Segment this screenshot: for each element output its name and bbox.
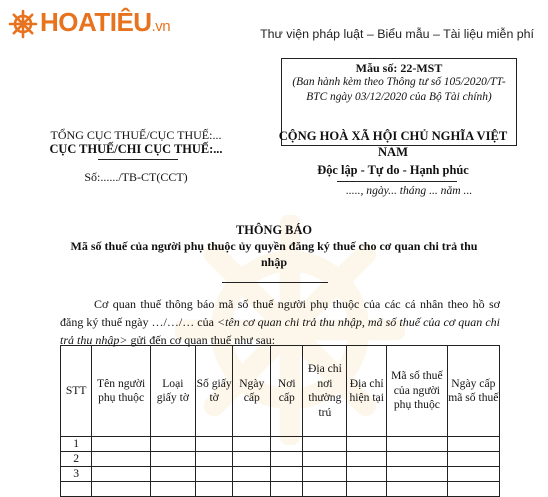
table-cell[interactable] [233, 482, 271, 497]
table-cell[interactable] [303, 482, 347, 497]
table-cell[interactable] [303, 467, 347, 482]
table-cell[interactable] [347, 452, 387, 467]
table-cell[interactable] [195, 467, 233, 482]
col-header-issue-place: Nơi cấp [271, 346, 303, 437]
row-number [61, 482, 92, 497]
table-cell[interactable] [303, 437, 347, 452]
intro-text-2: gửi đến cơ quan thuế như sau: [127, 333, 276, 347]
table-row [61, 467, 500, 482]
ship-wheel-icon [8, 9, 38, 39]
national-title: CỘNG HOÀ XÃ HỘI CHỦ NGHĨA VIỆT NAM [278, 129, 508, 159]
table-cell[interactable] [387, 467, 448, 482]
table-cell[interactable] [92, 452, 151, 467]
document-title-block [60, 223, 488, 270]
col-header-permanent-address: Địa chỉ nơi thường trú [303, 346, 347, 437]
table-cell[interactable] [387, 482, 448, 497]
table-row [61, 482, 500, 497]
table-cell[interactable] [271, 437, 303, 452]
logo-text [40, 6, 170, 43]
logo-main: HOATIÊU [40, 6, 152, 37]
table-cell[interactable] [387, 437, 448, 452]
site-header [0, 0, 548, 56]
national-motto: Độc lập - Tự do - Hạnh phúc [317, 163, 469, 177]
table-cell[interactable] [92, 482, 151, 497]
parent-agency: TỔNG CỤC THUẾ/CỤC THUẾ:... [50, 128, 222, 142]
table-cell[interactable] [447, 437, 499, 452]
motto-underline [337, 181, 457, 182]
table-cell[interactable] [387, 452, 448, 467]
col-header-dependent-name: Tên người phụ thuộc [92, 346, 151, 437]
row-number: 3 [61, 467, 92, 482]
agency-underline [98, 159, 178, 160]
dependents-table [60, 345, 500, 497]
table-cell[interactable] [195, 482, 233, 497]
row-number: 1 [61, 437, 92, 452]
intro-paragraph [60, 295, 500, 349]
form-code: Mẫu số: 22-MST [355, 61, 443, 75]
table-row [61, 452, 500, 467]
table-cell[interactable] [195, 437, 233, 452]
title-underline [222, 282, 328, 283]
col-header-current-address: Địa chỉ hiện tại [347, 346, 387, 437]
logo-suffix: .vn [151, 17, 171, 35]
site-logo[interactable] [8, 8, 170, 40]
intro-text-1: Cơ quan thuế thông báo mã số thuế người phụ thuộc của các cá nhân theo hồ sơ đăng ký thuế ngày …/…/… của [60, 297, 500, 329]
col-header-issue-date: Ngày cấp [233, 346, 271, 437]
table-cell[interactable] [92, 467, 151, 482]
table-row [61, 437, 500, 452]
table-cell[interactable] [233, 467, 271, 482]
table-cell[interactable] [150, 482, 195, 497]
col-header-document-type: Loại giấy tờ [150, 346, 195, 437]
table-cell[interactable] [233, 452, 271, 467]
intro-placeholder: <tên cơ quan chi trả thu nhập, mã số thuế của cơ quan chi trả thu nhập> [60, 315, 500, 347]
site-tagline: Thư viện pháp luật – Biểu mẫu – Tài liệu miễn phí [260, 27, 534, 41]
issuing-agency [0, 128, 272, 157]
issuing-office: CỤC THUẾ/CHI CỤC THUẾ:... [49, 142, 223, 156]
national-header [263, 128, 523, 178]
col-header-tax-code: Mã số thuế của người phụ thuộc [387, 346, 448, 437]
table-cell[interactable] [347, 467, 387, 482]
col-header-stt: STT [61, 346, 92, 437]
table-cell[interactable] [92, 437, 151, 452]
table-cell[interactable] [447, 482, 499, 497]
table-cell[interactable] [347, 482, 387, 497]
table-cell[interactable] [303, 452, 347, 467]
document-number: Số:....../TB-CT(CCT) [84, 170, 188, 184]
table-cell[interactable] [447, 452, 499, 467]
table-cell[interactable] [347, 437, 387, 452]
col-header-tax-code-date: Ngày cấp mã số thuế [447, 346, 499, 437]
table-cell[interactable] [150, 467, 195, 482]
date-line: ....., ngày... tháng ... năm ... [346, 184, 473, 197]
table-cell[interactable] [233, 437, 271, 452]
table-cell[interactable] [150, 437, 195, 452]
table-cell[interactable] [195, 452, 233, 467]
table-cell[interactable] [271, 482, 303, 497]
table-cell[interactable] [447, 467, 499, 482]
table-cell[interactable] [271, 452, 303, 467]
row-number: 2 [61, 452, 92, 467]
document-title: THÔNG BÁO [235, 223, 313, 237]
col-header-document-number: Số giấy tờ [195, 346, 233, 437]
document-subtitle: Mã số thuế của người phụ thuộc ủy quyền đăng ký thuế cho cơ quan chi trả thu nhập [70, 239, 478, 269]
table-cell[interactable] [150, 452, 195, 467]
form-issuance-note: (Ban hành kèm theo Thông tư số 105/2020/TT-BTC ngày 03/12/2020 của Bộ Tài chính) [292, 76, 506, 103]
table-cell[interactable] [271, 467, 303, 482]
table-header-row [61, 346, 500, 437]
